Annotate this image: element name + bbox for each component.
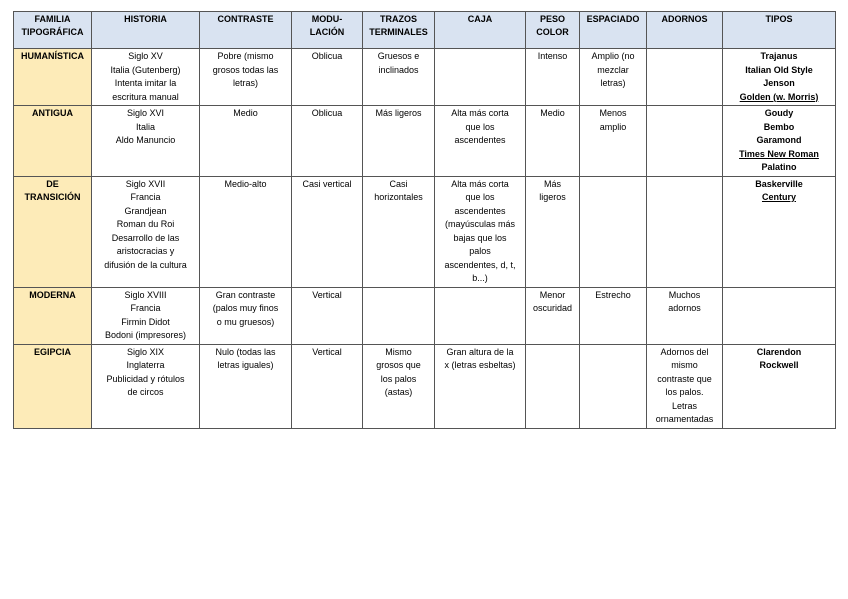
cell-line: Medio-alto	[224, 178, 267, 189]
cell-line: HISTORIA	[124, 14, 167, 24]
cell-line: Firmin Didot	[121, 316, 170, 327]
table-row	[14, 176, 836, 287]
cell-line: Siglo XVI	[126, 108, 165, 118]
table-row	[14, 49, 836, 106]
tipos-cell	[723, 344, 836, 428]
cell-line: COLOR	[536, 27, 569, 37]
typeface-name: Clarendon	[756, 346, 802, 357]
cell-line: ascendentes, d, t,	[444, 259, 516, 270]
caja-cell	[435, 344, 526, 428]
cell-line: Publicidad y rótulos	[106, 373, 185, 384]
adornos-cell	[647, 287, 723, 344]
cell-line: HUMANÍSTICA	[21, 51, 84, 61]
typeface-name: Garamond	[756, 135, 802, 145]
espaciado-cell	[580, 106, 647, 177]
trazos-cell	[363, 176, 435, 287]
cell-line: que los	[465, 121, 495, 132]
caja-cell	[435, 287, 526, 344]
historia-cell	[92, 49, 200, 106]
typeface-name: Trajanus	[760, 51, 798, 61]
column-header	[200, 12, 292, 49]
cell-line: TERMINALES	[369, 27, 428, 37]
cell-line: Mismo	[385, 346, 412, 357]
column-header	[435, 12, 526, 49]
typeface-name: Golden (w. Morris)	[739, 91, 819, 102]
cell-line: palos	[469, 246, 491, 256]
cell-line: ANTIGUA	[32, 108, 73, 118]
cell-line: horizontales	[374, 192, 423, 202]
modulacion-cell	[292, 49, 363, 106]
cell-line: que los	[465, 192, 495, 202]
cell-line: Amplio (no	[591, 51, 635, 61]
modulacion-cell	[292, 176, 363, 287]
typography-table	[13, 11, 836, 429]
espaciado-cell	[580, 344, 647, 428]
peso-cell	[526, 106, 580, 177]
cell-line: Adornos del	[660, 346, 709, 357]
adornos-cell	[647, 176, 723, 287]
contraste-cell	[200, 344, 292, 428]
cell-line: los palos.	[665, 387, 704, 397]
cell-line: o mu gruesos)	[216, 316, 275, 327]
typeface-name: Bembo	[763, 121, 795, 132]
trazos-cell	[363, 344, 435, 428]
cell-line: ascendentes	[454, 205, 506, 216]
cell-line: adornos	[668, 303, 701, 313]
cell-line: TRAZOS	[380, 14, 417, 24]
historia-cell	[92, 287, 200, 344]
cell-line: ligeros	[539, 192, 566, 202]
cell-line: grosos que	[376, 360, 421, 370]
cell-line: letras)	[600, 78, 626, 88]
cell-line: Siglo XVIII	[124, 289, 167, 300]
cell-line: (mayúsculas más	[444, 219, 516, 229]
peso-cell	[526, 176, 580, 287]
table-body	[14, 49, 836, 429]
cell-line: los palos	[380, 373, 417, 384]
adornos-cell	[647, 49, 723, 106]
caja-cell	[435, 49, 526, 106]
caja-cell	[435, 176, 526, 287]
contraste-cell	[200, 106, 292, 177]
trazos-cell	[363, 106, 435, 177]
cell-line: Desarrollo de las	[111, 232, 180, 243]
cell-line: Aldo Manuncio	[115, 135, 176, 145]
espaciado-cell	[580, 49, 647, 106]
cell-line: escritura manual	[112, 91, 179, 102]
column-header	[363, 12, 435, 49]
cell-line: Alta más corta	[451, 178, 509, 189]
cell-line: Siglo XIX	[126, 346, 165, 357]
cell-line: Gruesos e	[377, 51, 420, 61]
historia-cell	[92, 176, 200, 287]
family-cell	[14, 176, 92, 287]
column-header	[526, 12, 580, 49]
column-header	[723, 12, 836, 49]
cell-line: Intenso	[537, 51, 568, 61]
cell-line: Más	[543, 178, 561, 189]
cell-line: Más ligeros	[375, 108, 422, 118]
contraste-cell	[200, 49, 292, 106]
cell-line: Casi vertical	[302, 178, 352, 189]
column-header	[647, 12, 723, 49]
cell-line: Gran contraste	[215, 289, 276, 300]
cell-line: de circos	[127, 387, 164, 397]
typeface-name: Century	[761, 192, 796, 202]
cell-line: difusión de la cultura	[104, 259, 187, 270]
cell-line: ESPACIADO	[586, 14, 640, 24]
historia-cell	[92, 344, 200, 428]
cell-line: b...)	[472, 273, 488, 283]
cell-line: aristocracias y	[116, 246, 175, 256]
column-header	[292, 12, 363, 49]
cell-line: Letras	[671, 400, 697, 411]
table-row	[14, 344, 836, 428]
cell-line: Francia	[130, 303, 161, 313]
typeface-name: Times New Roman	[739, 148, 819, 159]
cell-line: Medio	[540, 108, 565, 118]
cell-line: TIPOGRÁFICA	[21, 27, 84, 37]
espaciado-cell	[580, 287, 647, 344]
peso-cell	[526, 287, 580, 344]
cell-line: bajas que los	[453, 232, 507, 243]
cell-line: MODU-	[311, 14, 343, 24]
cell-line: Bodoni (impresores)	[104, 330, 187, 340]
column-header	[580, 12, 647, 49]
cell-line: Siglo XVII	[125, 178, 166, 189]
cell-line: PESO	[539, 14, 565, 24]
cell-line: ADORNOS	[661, 14, 708, 24]
cell-line: contraste que	[657, 373, 712, 384]
cell-line: mismo	[671, 360, 698, 370]
cell-line: Inglaterra	[126, 360, 165, 370]
cell-line: inclinados	[378, 64, 419, 75]
header-row	[14, 12, 836, 49]
cell-line: Estrecho	[595, 289, 631, 300]
cell-line: letras iguales)	[217, 360, 274, 370]
trazos-cell	[363, 287, 435, 344]
cell-line: Italia (Gutenberg)	[110, 64, 181, 75]
cell-line: FAMILIA	[34, 14, 71, 24]
cell-line: Muchos	[668, 289, 701, 300]
cell-line: (astas)	[384, 387, 413, 397]
family-cell	[14, 344, 92, 428]
cell-line: TRANSICIÓN	[24, 192, 81, 202]
cell-line: Oblicua	[311, 51, 343, 61]
cell-line: MODERNA	[29, 289, 76, 300]
cell-line: Roman du Roi	[116, 219, 175, 229]
cell-line: Francia	[130, 192, 161, 202]
peso-cell	[526, 344, 580, 428]
family-cell	[14, 49, 92, 106]
typeface-name: Rockwell	[759, 360, 799, 370]
cell-line: Menor	[539, 289, 566, 300]
cell-line: Siglo XV	[128, 51, 163, 61]
cell-line: Alta más corta	[451, 108, 509, 118]
cell-line: CAJA	[467, 14, 493, 24]
adornos-cell	[647, 344, 723, 428]
tipos-cell	[723, 106, 836, 177]
contraste-cell	[200, 287, 292, 344]
cell-line: Vertical	[312, 346, 342, 357]
espaciado-cell	[580, 176, 647, 287]
cell-line: Italia	[135, 121, 155, 132]
tipos-cell	[723, 176, 836, 287]
cell-line: x (letras esbeltas)	[444, 360, 516, 370]
tipos-cell	[723, 49, 836, 106]
cell-line: Grandjean	[124, 205, 167, 216]
tipos-cell	[723, 287, 836, 344]
cell-line: oscuridad	[532, 303, 573, 313]
modulacion-cell	[292, 287, 363, 344]
cell-line: Gran altura de la	[446, 346, 514, 357]
typeface-name: Goudy	[764, 108, 794, 118]
peso-cell	[526, 49, 580, 106]
typeface-name: Palatino	[761, 162, 797, 172]
cell-line: EGIPCIA	[33, 346, 71, 357]
cell-line: Oblicua	[311, 108, 343, 118]
cell-line: Pobre (mismo	[217, 51, 274, 61]
trazos-cell	[363, 49, 435, 106]
cell-line: mezclar	[597, 64, 629, 75]
cell-line: amplio	[599, 121, 627, 132]
cell-line: ornamentadas	[655, 414, 714, 424]
contraste-cell	[200, 176, 292, 287]
cell-line: CONTRASTE	[217, 14, 274, 24]
table-row	[14, 287, 836, 344]
column-header	[14, 12, 92, 49]
modulacion-cell	[292, 106, 363, 177]
family-cell	[14, 287, 92, 344]
typeface-name: Jenson	[763, 78, 795, 88]
cell-line: Medio	[233, 108, 258, 118]
cell-line: grosos todas las	[212, 64, 279, 75]
cell-line: (palos muy finos	[212, 303, 279, 313]
modulacion-cell	[292, 344, 363, 428]
column-header	[92, 12, 200, 49]
cell-line: Casi	[389, 178, 408, 189]
historia-cell	[92, 106, 200, 177]
cell-line: Intenta imitar la	[114, 78, 177, 88]
cell-line: Menos	[599, 108, 627, 118]
cell-line: DE	[46, 178, 59, 189]
cell-line: TIPOS	[765, 14, 793, 24]
cell-line: ascendentes	[454, 135, 506, 145]
caja-cell	[435, 106, 526, 177]
table-row	[14, 106, 836, 177]
cell-line: LACIÓN	[309, 27, 345, 37]
cell-line: Nulo (todas las	[215, 346, 276, 357]
cell-line: Vertical	[312, 289, 342, 300]
typeface-name: Baskerville	[755, 178, 803, 189]
family-cell	[14, 106, 92, 177]
typeface-name: Italian Old Style	[745, 64, 813, 75]
adornos-cell	[647, 106, 723, 177]
cell-line: letras)	[232, 78, 258, 88]
